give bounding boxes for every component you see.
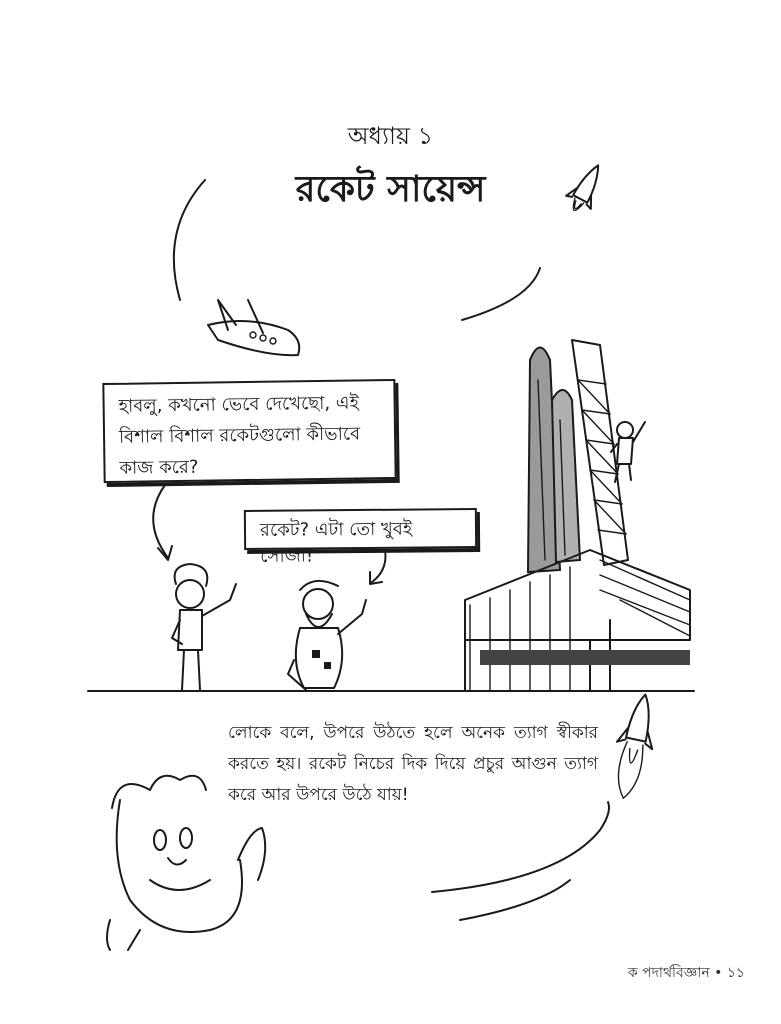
speech-bubble-2: রকেট? এটা তো খুবই সোজা!	[244, 508, 477, 550]
chapter-title: রকেট সায়েন্স	[295, 168, 486, 210]
page-footer: ক পদার্থবিজ্ঞান • ১১	[627, 965, 745, 981]
bubble-1-pointer	[153, 485, 168, 558]
bubble-2-pointer	[372, 550, 385, 582]
chapter-label: অধ্যায় ১	[347, 122, 434, 150]
flight-arc-left	[174, 180, 205, 300]
launch-tower	[572, 340, 628, 565]
speech-bubble-1: হাবলু, কখনো ভেবে দেখেছো, এই বিশাল বিশাল রকেটগুলো কীভাবে কাজ করে?	[102, 379, 396, 483]
small-rocket-top	[562, 159, 611, 217]
flight-arc-right	[462, 268, 540, 320]
launch-platform	[465, 550, 690, 690]
caveman-figure	[288, 581, 366, 690]
rocket-bottom-right	[606, 691, 663, 802]
astronaut-figure	[611, 422, 645, 482]
launch-rocket	[528, 348, 580, 573]
space-shuttle	[208, 300, 299, 355]
scientist-figure	[172, 564, 236, 690]
narration-text: লোকে বলে, উপরে উঠতে হলে অনেক ত্যাগ স্বীকার করতে হয়। রকেট নিচের দিক দিয়ে প্রচুর আগুন ত্যাগ করে আর উপরে উঠে যায়!	[228, 723, 598, 805]
rocket-trail	[432, 802, 609, 892]
